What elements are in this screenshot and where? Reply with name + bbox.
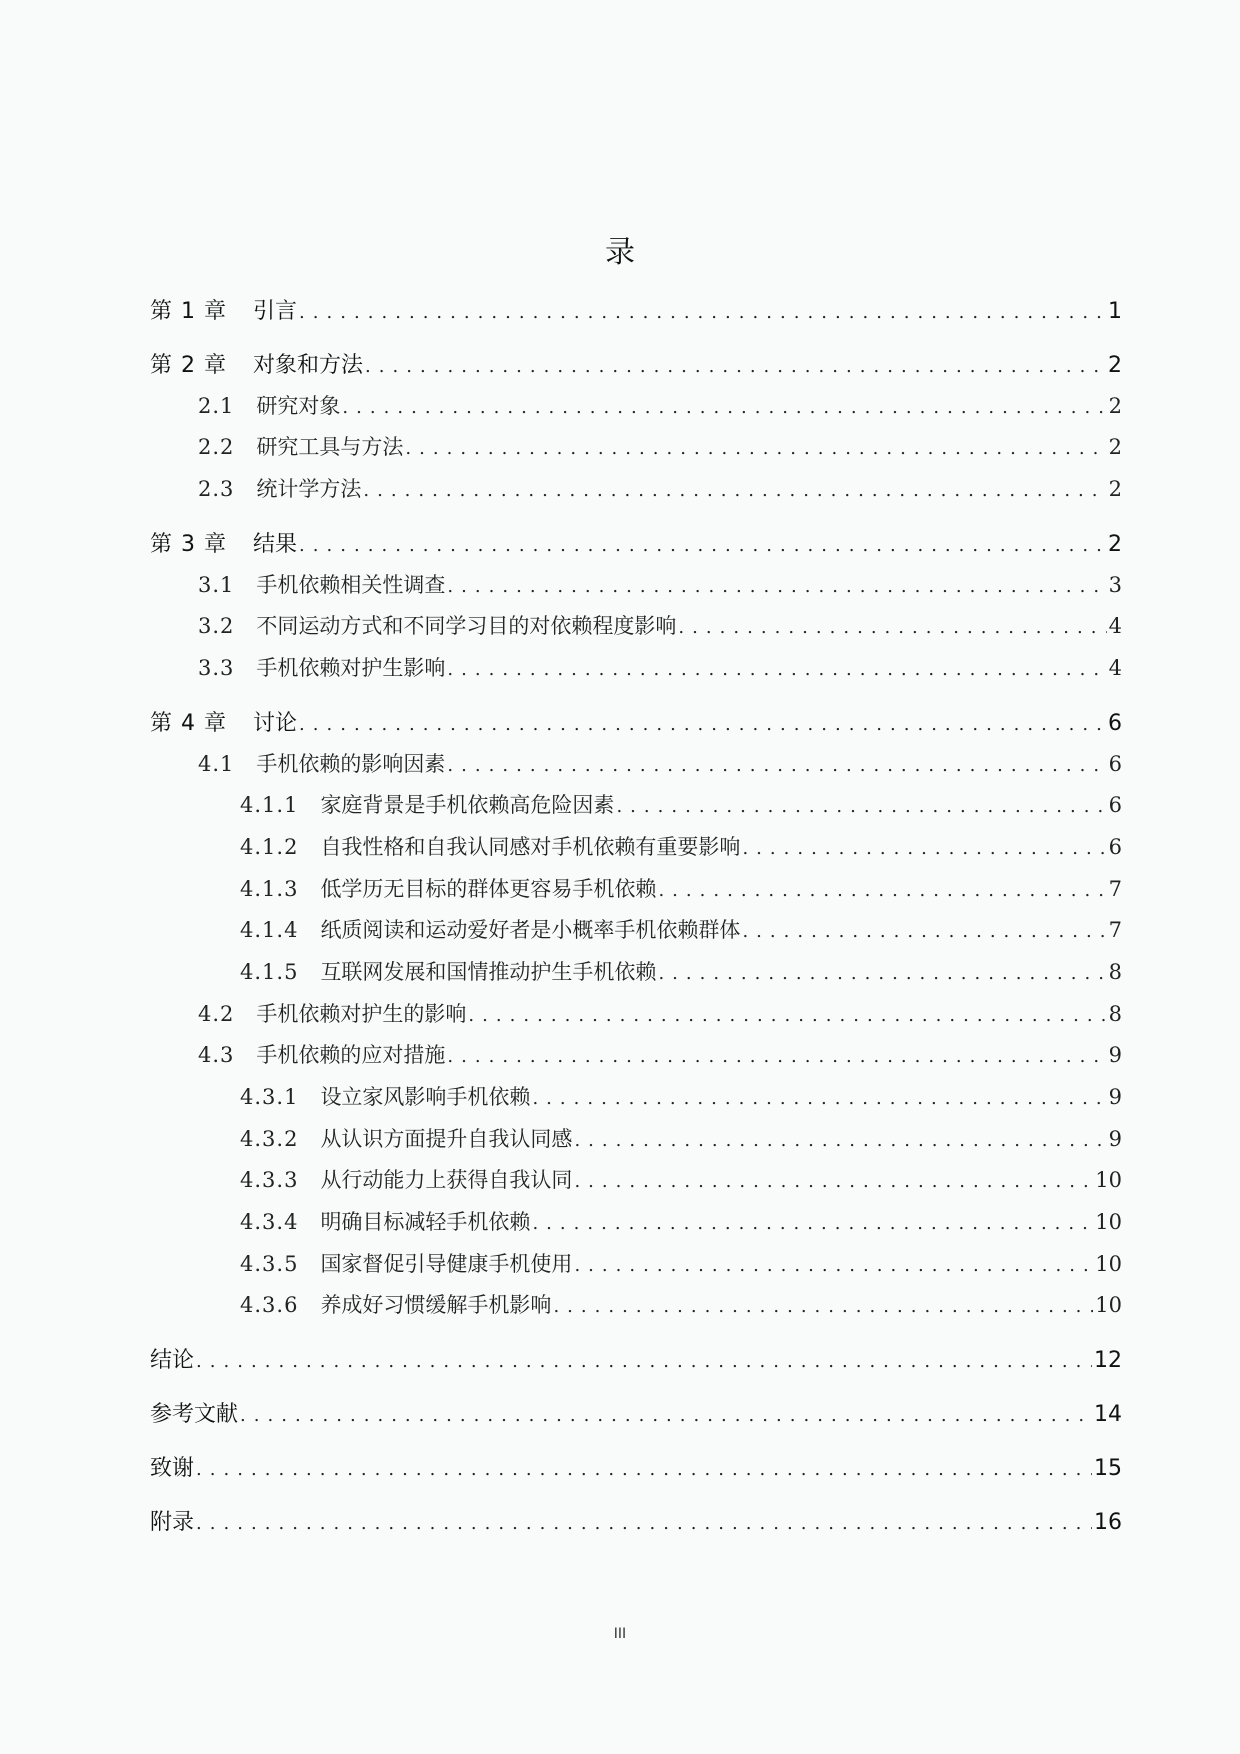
dot-leader [240, 1405, 1092, 1426]
toc-entry-number: 第 2 章 [150, 353, 227, 378]
toc-entry[interactable] [150, 789, 1122, 823]
toc-entry-number: 2.1 [198, 394, 235, 418]
toc-entry[interactable] [150, 1248, 1122, 1282]
toc-entry-label[interactable]: 设立家风影响手机依赖 [320, 1085, 531, 1109]
toc-entry-page-number[interactable]: 9 [1108, 1043, 1122, 1067]
toc-entry-label[interactable]: 结果 [252, 532, 297, 557]
toc-entry-number: 4.3.4 [240, 1210, 299, 1234]
toc-entry-number: 4.3.6 [240, 1293, 299, 1317]
dot-leader [447, 755, 1106, 776]
toc-entry-page-number[interactable]: 10 [1095, 1210, 1122, 1234]
dot-leader [658, 880, 1106, 901]
toc-entry[interactable] [150, 1289, 1122, 1323]
toc-entry-page-number[interactable]: 2 [1108, 435, 1122, 459]
toc-entry-number: 4.2 [198, 1002, 235, 1026]
toc-entry-page-number[interactable]: 4 [1108, 656, 1122, 680]
toc-entry-label[interactable]: 对象和方法 [252, 353, 363, 378]
dot-leader [678, 617, 1106, 638]
toc-entry-page-number[interactable]: 8 [1108, 1002, 1122, 1026]
toc-entry-label[interactable]: 手机依赖的影响因素 [256, 752, 446, 776]
toc-entry-page-number[interactable]: 10 [1095, 1293, 1122, 1317]
toc-entry-number: 4.3.2 [240, 1127, 299, 1151]
toc-entry-number: 4.1.3 [240, 877, 299, 901]
dot-leader [299, 535, 1106, 556]
dot-leader [616, 796, 1106, 817]
toc-entry-label[interactable]: 讨论 [252, 711, 297, 736]
toc-entry-number: 第 1 章 [150, 299, 227, 324]
toc-entry-label[interactable]: 手机依赖对护生的影响 [256, 1002, 467, 1026]
toc-entry[interactable] [150, 1505, 1122, 1539]
dot-leader [342, 397, 1106, 418]
toc-entry-label[interactable]: 统计学方法 [256, 477, 362, 501]
toc-entry-label[interactable]: 手机依赖的应对措施 [256, 1043, 446, 1067]
toc-entry-label[interactable]: 明确目标减轻手机依赖 [320, 1210, 531, 1234]
toc-entry[interactable] [150, 706, 1122, 740]
toc-entry-label[interactable]: 附录 [150, 1510, 195, 1535]
toc-entry-page-number[interactable]: 2 [1108, 394, 1122, 418]
toc-entry[interactable] [150, 294, 1122, 328]
toc-entry-page-number[interactable]: 6 [1108, 752, 1122, 776]
dot-leader [532, 1088, 1106, 1109]
dot-leader [196, 1459, 1092, 1480]
toc-entry[interactable] [150, 527, 1122, 561]
toc-entry[interactable] [150, 1123, 1122, 1157]
dot-leader [447, 1046, 1106, 1067]
toc-entry[interactable] [150, 1039, 1122, 1073]
toc-entry[interactable] [150, 914, 1122, 948]
toc-entry-number: 4.3 [198, 1043, 235, 1067]
dot-leader [574, 1130, 1106, 1151]
toc-entry-label[interactable]: 从行动能力上获得自我认同 [320, 1168, 573, 1192]
toc-entry-page-number[interactable]: 4 [1108, 614, 1122, 638]
toc-entry-page-number[interactable]: 9 [1108, 1127, 1122, 1151]
toc-entry[interactable] [150, 652, 1122, 686]
toc-entry-number: 4.1 [198, 752, 235, 776]
toc-entry-number: 4.3.5 [240, 1252, 299, 1276]
toc-entry-page-number[interactable]: 10 [1095, 1168, 1122, 1192]
dot-leader [447, 659, 1106, 680]
toc-entry-label[interactable]: 互联网发展和国情推动护生手机依赖 [320, 960, 657, 984]
toc-entry[interactable] [150, 1206, 1122, 1240]
toc-entry-page-number[interactable]: 8 [1108, 960, 1122, 984]
toc-entry-label[interactable]: 从认识方面提升自我认同感 [320, 1127, 573, 1151]
toc-entry[interactable] [150, 956, 1122, 990]
toc-entry-label[interactable]: 研究对象 [256, 394, 341, 418]
dot-leader [553, 1296, 1093, 1317]
toc-entry[interactable] [150, 831, 1122, 865]
toc-entry[interactable] [150, 873, 1122, 907]
toc-entry-label[interactable]: 研究工具与方法 [256, 435, 404, 459]
toc-entry-page-number[interactable]: 10 [1095, 1252, 1122, 1276]
toc-entry-page-number[interactable]: 2 [1108, 353, 1122, 378]
toc-entry-label[interactable]: 家庭背景是手机依赖高危险因素 [320, 793, 615, 817]
toc-entry-page-number[interactable]: 3 [1108, 573, 1122, 597]
toc-entry-page-number[interactable]: 16 [1094, 1510, 1122, 1535]
dot-leader [363, 480, 1106, 501]
toc-entry[interactable] [150, 1397, 1122, 1431]
toc-entry-number: 2.3 [198, 477, 235, 501]
toc-entry-page-number[interactable]: 2 [1108, 477, 1122, 501]
dot-leader [532, 1213, 1093, 1234]
toc-entry-page-number[interactable]: 7 [1108, 918, 1122, 942]
toc-entry-page-number[interactable]: 7 [1108, 877, 1122, 901]
toc-entry-number: 4.1.1 [240, 793, 299, 817]
toc-entry-page-number[interactable]: 2 [1108, 532, 1122, 557]
toc-entry-page-number[interactable]: 14 [1094, 1402, 1122, 1427]
toc-entry-label[interactable]: 不同运动方式和不同学习目的对依赖程度影响 [256, 614, 677, 638]
toc-entry[interactable] [150, 1081, 1122, 1115]
toc-entry-number: 3.3 [198, 656, 235, 680]
toc-entry-page-number[interactable]: 6 [1108, 835, 1122, 859]
toc-entry-number: 3.1 [198, 573, 235, 597]
toc-entry-label[interactable]: 手机依赖对护生影响 [256, 656, 446, 680]
dot-leader [658, 963, 1106, 984]
toc-entry-label[interactable]: 养成好习惯缓解手机影响 [320, 1293, 552, 1317]
toc-entry[interactable] [150, 431, 1122, 465]
toc-entry[interactable] [150, 569, 1122, 603]
toc-entry[interactable] [150, 1343, 1122, 1377]
toc-entry-number: 2.2 [198, 435, 235, 459]
toc-entry-label[interactable]: 引言 [252, 299, 297, 324]
toc-entry-number: 第 4 章 [150, 711, 227, 736]
dot-leader [196, 1351, 1092, 1372]
toc-entry-page-number[interactable]: 9 [1108, 1085, 1122, 1109]
toc-entry[interactable] [150, 1164, 1122, 1198]
toc-entry[interactable] [150, 748, 1122, 782]
dot-leader [574, 1171, 1093, 1192]
toc-entry-page-number[interactable]: 1 [1108, 299, 1122, 324]
page-title: 录 [605, 235, 635, 270]
toc-entry-number: 4.1.2 [240, 835, 299, 859]
toc-entry[interactable] [150, 1451, 1122, 1485]
toc-entry-label[interactable]: 自我性格和自我认同感对手机依赖有重要影响 [320, 835, 741, 859]
dot-leader [405, 438, 1106, 459]
toc-entry-number: 4.1.5 [240, 960, 299, 984]
toc-entry-number: 4.3.3 [240, 1168, 299, 1192]
toc-entry[interactable] [150, 390, 1122, 424]
dot-leader [365, 356, 1106, 377]
dot-leader [196, 1513, 1092, 1534]
toc-entry-number: 4.1.4 [240, 918, 299, 942]
dot-leader [447, 576, 1106, 597]
toc-entry[interactable] [150, 610, 1122, 644]
toc-entry[interactable] [150, 473, 1122, 507]
toc-entry-number: 4.3.1 [240, 1085, 299, 1109]
dot-leader [299, 302, 1106, 323]
dot-leader [468, 1005, 1106, 1026]
toc-entry[interactable] [150, 348, 1122, 382]
toc-entry[interactable] [150, 998, 1122, 1032]
toc-entry-number: 第 3 章 [150, 532, 227, 557]
dot-leader [742, 838, 1106, 859]
toc-entry-page-number[interactable]: 6 [1108, 711, 1122, 736]
toc-entry-label[interactable]: 参考文献 [150, 1402, 239, 1427]
dot-leader [574, 1255, 1093, 1276]
toc-entry-page-number[interactable]: 15 [1094, 1456, 1122, 1481]
toc-entry-page-number[interactable]: 12 [1094, 1348, 1122, 1373]
toc-entry-label[interactable]: 低学历无目标的群体更容易手机依赖 [320, 877, 657, 901]
toc-entry-label[interactable]: 致谢 [150, 1456, 195, 1481]
dot-leader [742, 921, 1106, 942]
toc-entry-label[interactable]: 结论 [150, 1348, 195, 1373]
toc-entry-label[interactable]: 纸质阅读和运动爱好者是小概率手机依赖群体 [320, 918, 741, 942]
dot-leader [299, 714, 1106, 735]
page-number-footer: III [613, 1626, 627, 1642]
toc-entry-page-number[interactable]: 6 [1108, 793, 1122, 817]
toc-entry-number: 3.2 [198, 614, 235, 638]
toc-entry-label[interactable]: 手机依赖相关性调查 [256, 573, 446, 597]
toc-entry-label[interactable]: 国家督促引导健康手机使用 [320, 1252, 573, 1276]
